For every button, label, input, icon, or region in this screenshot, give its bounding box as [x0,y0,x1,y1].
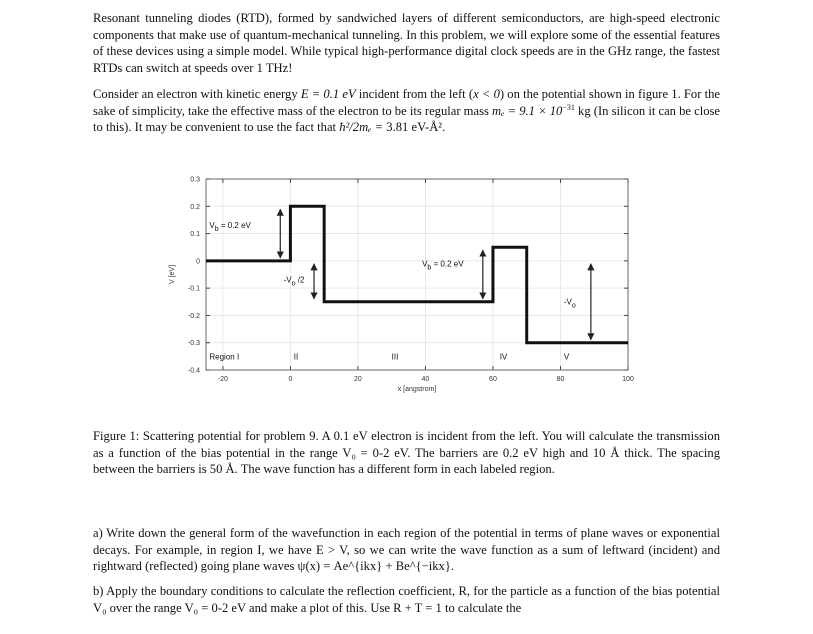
part-b-paragraph: b) Apply the boundary conditions to calculate the reflection coefficient, R, for the particle as a function of the bias potential V₀ over the range V₀ = 0-2 eV and make a plot of this. Use R + T = 1 to calculate the [93,584,720,615]
y-tick-label: 0.1 [190,231,200,239]
potential-figure [160,170,640,400]
y-tick-label: -0.3 [187,340,200,348]
setup-text: ) on the potential shown in figure 1. For the sake of simplicity, take the effective mass of the electron to be its regular mass [93,87,721,118]
x-axis-label: x [angstrom] [397,386,437,393]
setup-paragraph [93,86,720,136]
setup-text: Consider an electron with kinetic energy [93,87,301,101]
hbar-eq: ħ²/2mₑ = [339,120,384,135]
region-label: Region I [209,352,240,362]
region-label: III [391,352,399,362]
mass-eq: mₑ = 9.1 × 10 [492,103,563,118]
mass-exponent: −31 [562,102,575,112]
x-tick-label: 20 [354,376,362,383]
annotation-label: Vb = 0.2 eV [209,221,251,234]
x-tick-label: -20 [217,376,228,383]
y-tick-label: 0.3 [190,176,200,184]
x-tick-label: 0 [288,376,293,383]
potential-line [206,206,628,342]
y-tick-label: 0 [196,258,200,266]
y-tick-label: 0.2 [190,203,200,211]
annotation-label: -Vo /2 [283,275,305,288]
x-tick-label: 80 [556,376,565,383]
y-axis-label: V [eV] [169,264,176,285]
x-condition: x < 0 [473,87,500,101]
figure-caption: Figure 1: Scattering potential for problem 9. A 0.1 eV electron is incident from the left. You will calculate the transmission as a function of the bias potential in the range V₀ = 0-2 eV. The barriers are 0.2 eV high and 10 Å thick. The spacing between the barriers is 50 Å. The wave function has a different form in each labeled region. [93,429,720,477]
intro-paragraph: Resonant tunneling diodes (RTD), formed by sandwiched layers of different semiconductors, are high-speed electronic components that make use of quantum-mechanical tunneling. In this problem, we will explore some of the essential features of these devices using a simple model. While typical high-performance digital clock speeds are in the GHz range, the fastest RTDs can switch at speeds over 1 THz! [93,11,720,75]
region-label: II [293,352,299,362]
part-a-paragraph: a) Write down the general form of the wavefunction in each region of the potential in terms of plane waves or exponential decays. For example, in region I, we have E > V, so we can write the wave function as a sum of leftward (incident) and rightward (reflected) going plane waves ψ(x) = Ae^{ikx} + Be^{−ikx}. [93,526,720,574]
energy-eq: E = 0.1 eV [300,87,356,101]
setup-text: incident from the left ( [355,87,474,101]
y-tick-label: -0.1 [187,285,200,293]
setup-text: 3.81 eV-Å². [383,120,446,135]
annotation-label: -Vo [563,297,576,310]
y-tick-label: -0.4 [187,367,200,375]
y-tick-label: -0.2 [187,312,200,320]
x-tick-label: 60 [489,376,497,383]
region-label: V [563,352,570,362]
annotation-label: Vb = 0.2 eV [422,259,464,272]
x-tick-label: 40 [421,376,430,383]
x-tick-label: 100 [622,376,634,383]
setup-text: kg (In silicon it can be close to this). It may be convenient to use the fact that [93,103,721,135]
region-label: IV [499,352,508,362]
